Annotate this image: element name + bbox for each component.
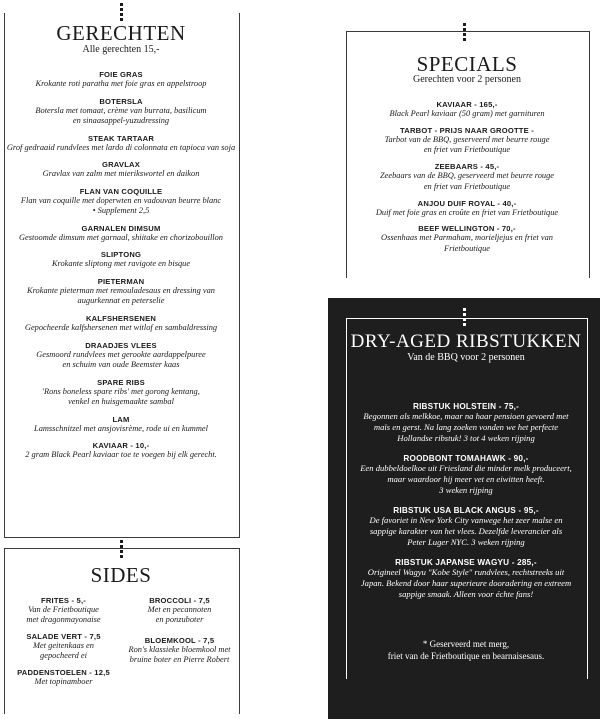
menu-item-name: KALFSHERSENEN xyxy=(85,313,157,323)
menu-item-description: Met en pecannoten xyxy=(147,605,212,614)
menu-item xyxy=(4,134,238,153)
menu-item-description: Ossenhaas met Parmaham, morieljejus en friet van xyxy=(381,233,553,243)
menu-item-name: BROCCOLI - 7,5 xyxy=(149,596,210,605)
menu-item-name: BEEF WELLINGTON - 70,- xyxy=(418,224,516,234)
menu-item xyxy=(4,250,238,269)
dots-ornament-icon xyxy=(118,3,124,23)
menu-item xyxy=(4,70,238,89)
footnote-line: friet van de Frietboutique en bearnaisesaus. xyxy=(387,651,545,661)
menu-item-name: RIBSTUK HOLSTEIN - 75,- xyxy=(412,402,520,411)
menu-item-description: Japan. Bekend door haar superieure dooradering en extreem xyxy=(360,578,572,588)
menu-item xyxy=(4,97,238,127)
menu-item xyxy=(4,441,238,460)
menu-item-description: 'Rons boneless spare ribs' met gorong kentang, xyxy=(42,386,200,396)
menu-item xyxy=(346,558,586,600)
menu-item-name: RIBSTUK JAPANSE WAGYU - 285,- xyxy=(395,558,537,567)
menu-item-description: Met topinamboer xyxy=(34,676,93,686)
menu-item-description: bruine boter en Pierre Robert xyxy=(129,655,230,665)
menu-item-name: BOTERSLA xyxy=(99,96,143,106)
specials-subtitle: Gerechten voor 2 personen xyxy=(412,74,521,85)
menu-item xyxy=(346,199,588,218)
menu-item-description: Peter Luger NYC. 3 weken rijping xyxy=(407,537,525,547)
menu-item-description: Origineel Wagyu "Kobe Style" rundvlees, rechtstreeks uit xyxy=(367,567,565,577)
menu-item-name: KAVIAAR - 165,- xyxy=(436,100,498,109)
menu-item-description: Krokante pieterman met remouladesaus en dressing van xyxy=(27,285,215,295)
menu-item xyxy=(4,415,238,434)
menu-item-name: LAM xyxy=(112,414,130,424)
menu-item-description: Gestoomde dimsum met garnaal, shiitake en chorizobouillon xyxy=(18,232,223,242)
menu-item xyxy=(346,402,586,444)
gerechten-section xyxy=(0,0,250,540)
menu-item-description: Lamsschnitzel met ansjovisrème, rode ui en kummel xyxy=(34,423,208,433)
menu-item-description: Flan van coquille met doperwten en vadouvan beurre blanc xyxy=(20,195,222,205)
menu-item-description: sappige karakter van het vlees. Dezelfde leverancier als xyxy=(369,526,563,536)
menu-item-description: Begonnen als melkkoe, maar na haar pensioen gevoerd met xyxy=(363,411,569,421)
menu-item-description: Met geitenkaas en xyxy=(33,640,94,650)
menu-item-name: FLAN VAN COQUILLE xyxy=(79,186,163,196)
menu-item-description: Krokante roti paratha met foie gras en appelstroop xyxy=(35,79,207,88)
menu-item-name: ANJOU DUIF ROYAL - 40,- xyxy=(417,198,517,208)
menu-item xyxy=(346,162,588,192)
menu-item xyxy=(122,636,237,666)
menu-item-description: Frietboutique xyxy=(443,243,491,253)
menu-item-description: Gravlax van zalm met mierikswortel en daikon xyxy=(42,169,200,179)
menu-item xyxy=(346,224,588,254)
menu-item-name: KAVIAAR - 10,- xyxy=(92,441,150,451)
menu-item xyxy=(4,224,238,243)
menu-item-description: 2 gram Black Pearl kaviaar toe te voegen bij elk gerecht. xyxy=(25,450,217,460)
menu-item-description: Hollandse ribstuk! 3 tot 4 weken rijping xyxy=(397,433,535,443)
menu-item-description: 3 weken rijping xyxy=(439,485,493,495)
menu-item xyxy=(4,341,238,371)
menu-item-description: Zeebaars van de BBQ, geserveerd met beurre rouge xyxy=(380,171,554,181)
dots-ornament-icon xyxy=(461,308,467,328)
menu-item xyxy=(4,160,238,179)
specials-list xyxy=(346,100,588,261)
menu-item xyxy=(4,314,238,333)
menu-item-description: Duif met foie gras en croûte en friet van Frietboutique xyxy=(375,207,559,217)
menu-item-name: PIETERMAN xyxy=(97,276,145,286)
menu-item-description: en friet van Frietboutique xyxy=(423,181,511,191)
menu-item-description: Krokante sliptong met ravigote en bisque xyxy=(51,259,191,269)
menu-item-description: De favoriet in New York City vanwege het zeer malse en xyxy=(369,515,563,525)
menu-item-description: Ron's klassieke bloemkool met xyxy=(128,644,231,654)
menu-item-name: FRITES - 5,- xyxy=(40,596,86,605)
menu-item-name: SLIPTONG xyxy=(100,250,142,260)
menu-item xyxy=(122,596,237,626)
menu-item-name: ZEEBAARS - 45,- xyxy=(434,162,500,172)
ribstukken-section xyxy=(328,298,600,719)
gerechten-list xyxy=(4,70,238,468)
dots-ornament-icon xyxy=(118,540,124,560)
menu-item-description: Gesmoord rundvlees met gerookte aardappelpuree xyxy=(36,349,206,359)
menu-item-description: maïs en gerst. Na lang zoeken vonden we het perfecte xyxy=(373,422,559,432)
menu-item-name: DRAADJES VLEES xyxy=(85,340,157,350)
menu-item-description: Tarbot van de BBQ, geserveerd met beurre rouge xyxy=(384,134,550,144)
footnote-line: * Geserveerd met merg, xyxy=(422,639,510,649)
menu-item-description: • Supplement 2,5 xyxy=(92,206,150,216)
menu-item-name: FOIE GRAS xyxy=(99,70,143,79)
menu-item-description: Van de Frietboutique xyxy=(28,605,99,614)
menu-item-name: TARBOT - PRIJS NAAR GROOTTE - xyxy=(400,125,534,135)
menu-item-name: STEAK TARTAAR xyxy=(87,133,154,143)
menu-item-description: maar waardoor hij meer vet en eiwitten heeft. xyxy=(387,474,545,484)
menu-item-description: venkel en huisgemaakte sambal xyxy=(68,396,174,406)
menu-item-name: PADDENSTOELEN - 12,5 xyxy=(17,667,110,677)
sides-left-column xyxy=(6,596,121,693)
menu-item-description: met dragonmayonaise xyxy=(26,615,101,625)
ribstukken-subtitle: Van de BBQ voor 2 personen xyxy=(407,352,525,363)
menu-item-description: gepocheerd ei xyxy=(40,651,87,661)
menu-item-name: GARNALEN DIMSUM xyxy=(81,223,161,233)
menu-item-description: Black Pearl kaviaar (50 gram) met garnituren xyxy=(389,109,545,118)
gerechten-subtitle: Alle gerechten 15,- xyxy=(82,44,160,55)
sides-right-column xyxy=(122,596,237,676)
menu-item-description: Botersla met tomaat, crème van burrata, basilicum xyxy=(35,105,207,115)
gerechten-title: GERECHTEN xyxy=(56,21,186,45)
menu-item-name: BLOEMKOOL - 7,5 xyxy=(144,635,215,645)
menu-item-description: sappige smaak. Alleen voor échte fans! xyxy=(398,589,534,599)
menu-item-name: ROODBONT TOMAHAWK - 90,- xyxy=(403,454,529,463)
menu-item xyxy=(4,277,238,307)
menu-item-description: en schuim van oude Beemster kaas xyxy=(62,359,180,369)
menu-item-name: GRAVLAX xyxy=(102,160,140,170)
menu-item xyxy=(4,187,238,217)
menu-item xyxy=(346,506,586,548)
menu-item xyxy=(6,596,121,626)
menu-item xyxy=(346,126,588,156)
menu-item-name: SPARE RIBS xyxy=(97,377,145,387)
menu-item-description: Grof gedraaid rundvlees met lardo di colonnata en tapioca van soja xyxy=(6,142,236,152)
ribstukken-title: DRY-AGED RIBSTUKKEN xyxy=(350,331,582,352)
menu-item-description: Gepocheerde kalfshersenen met witlof en sambaldressing xyxy=(24,322,218,332)
sides-title: SIDES xyxy=(90,563,152,587)
menu-item-description: en sinaasappel-yuzudressing xyxy=(72,116,170,125)
dots-ornament-icon xyxy=(461,23,467,43)
menu-item-description: Een dubbeldoelkoe uit Friesland die minder melk produceert, xyxy=(360,463,572,473)
sides-section xyxy=(0,540,250,719)
menu-item xyxy=(6,632,121,662)
menu-item xyxy=(346,454,586,496)
specials-section xyxy=(340,20,590,280)
menu-item-description: augurkennat en peterselie xyxy=(77,296,165,306)
menu-item-name: RIBSTUK USA BLACK ANGUS - 95,- xyxy=(393,506,539,515)
specials-title: SPECIALS xyxy=(416,52,518,76)
menu-item xyxy=(4,378,238,408)
menu-item xyxy=(6,668,121,687)
menu-item-description: en ponzuboter xyxy=(155,615,204,625)
ribstukken-list xyxy=(346,402,586,610)
menu-item xyxy=(346,100,588,119)
ribstukken-footnote xyxy=(346,638,586,662)
menu-item-name: SALADE VERT - 7,5 xyxy=(26,631,101,641)
menu-item-description: en friet van Frietboutique xyxy=(423,145,511,155)
